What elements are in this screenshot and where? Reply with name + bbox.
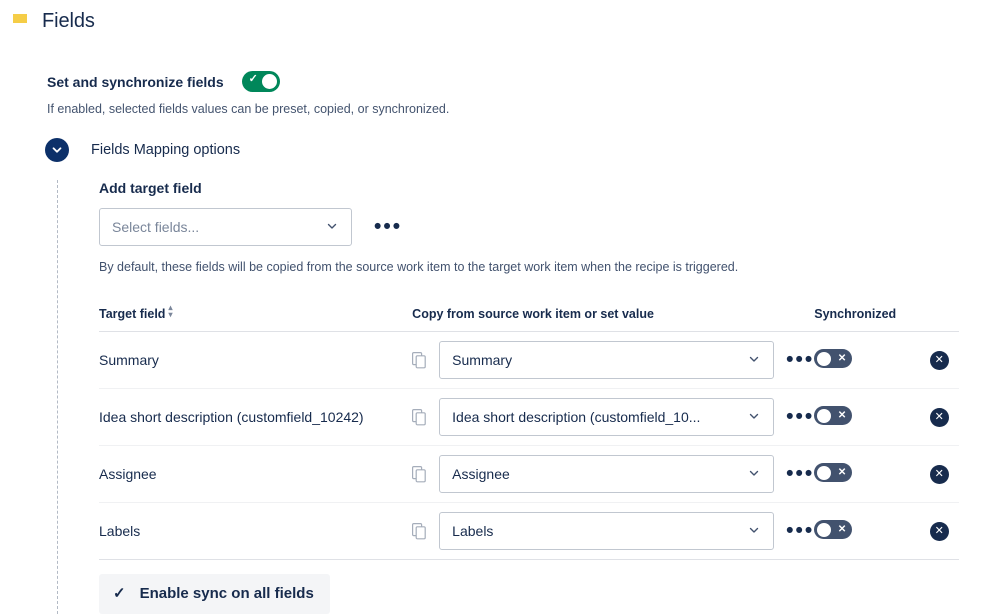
page-header (0, 0, 999, 33)
flag-icon (10, 11, 30, 33)
copy-from-cell (412, 503, 814, 560)
synchronized-toggle[interactable] (814, 349, 852, 368)
toggle-knob (817, 466, 831, 480)
close-icon: ✕ (837, 352, 847, 364)
fields-mapping-header (47, 138, 999, 162)
target-field-cell (99, 332, 412, 389)
synchronized-toggle[interactable] (814, 406, 852, 425)
copy-from-value: Idea short description (customfield_10... (452, 409, 701, 425)
set-and-synchronize-row (47, 71, 999, 92)
close-icon: ✕ (837, 523, 847, 535)
column-header-target-field[interactable] (99, 304, 412, 332)
synchronized-cell (814, 389, 930, 446)
set-and-synchronize-label: Set and synchronize fields (47, 73, 224, 90)
select-fields-dropdown[interactable] (99, 208, 352, 246)
remove-cell (930, 446, 959, 503)
column-header-synchronized: Synchronized (814, 304, 930, 332)
chevron-down-icon[interactable] (45, 138, 69, 162)
row-more-actions[interactable]: ••• (786, 348, 815, 371)
copy-from-value: Assignee (452, 466, 510, 482)
remove-row-button[interactable]: ✕ (930, 522, 949, 541)
toggle-knob (262, 74, 277, 89)
synchronized-toggle[interactable] (814, 520, 852, 539)
copy-from-dropdown[interactable] (439, 341, 774, 379)
set-and-synchronize-toggle[interactable] (242, 71, 280, 92)
copy-from-cell (412, 446, 814, 503)
row-more-actions[interactable]: ••• (786, 405, 815, 428)
fields-panel (0, 71, 999, 614)
column-header-target-field-label: Target field (99, 307, 166, 321)
set-and-synchronize-help: If enabled, selected fields values can be preset, copied, or synchronized. (47, 102, 450, 116)
toggle-knob (817, 352, 831, 366)
chevron-down-icon (747, 352, 761, 369)
remove-row-button[interactable]: ✕ (930, 465, 949, 484)
synchronized-cell (814, 503, 930, 560)
add-target-field-row (99, 208, 999, 246)
target-field-name: Labels (99, 523, 141, 539)
close-icon: ✕ (837, 466, 847, 478)
target-field-cell (99, 503, 412, 560)
table-row (99, 446, 959, 503)
target-field-name: Summary (99, 352, 159, 368)
copy-from-cell (412, 389, 814, 446)
column-header-remove (930, 304, 959, 332)
fields-mapping-table (99, 304, 959, 560)
copy-from-dropdown[interactable] (439, 398, 774, 436)
fields-mapping-title: Fields Mapping options (91, 142, 241, 158)
close-icon: ✕ (837, 409, 847, 421)
check-icon: ✓ (113, 585, 126, 602)
table-row (99, 389, 959, 446)
target-field-name: Idea short description (customfield_10242) (99, 409, 364, 425)
remove-cell (930, 332, 959, 389)
copy-icon[interactable] (412, 466, 427, 483)
toggle-knob (817, 523, 831, 537)
table-row (99, 332, 959, 389)
check-icon: ✓ (248, 73, 258, 85)
select-fields-placeholder: Select fields... (112, 219, 200, 235)
copy-from-dropdown[interactable] (439, 455, 774, 493)
fields-mapping-section (57, 180, 999, 614)
chevron-down-icon (325, 219, 339, 236)
sort-icon: ▴ ▾ (168, 303, 173, 319)
page-title: Fields (42, 10, 95, 32)
remove-row-button[interactable]: ✕ (930, 351, 949, 370)
synchronized-cell (814, 446, 930, 503)
table-header-row (99, 304, 959, 332)
remove-row-button[interactable]: ✕ (930, 408, 949, 427)
row-more-actions[interactable]: ••• (786, 519, 815, 542)
enable-sync-label: Enable sync on all fields (139, 584, 314, 602)
table-row (99, 503, 959, 560)
add-target-field-more-actions[interactable]: ••• (374, 215, 403, 238)
remove-cell (930, 503, 959, 560)
add-target-field-label: Add target field (99, 180, 202, 196)
toggle-knob (817, 409, 831, 423)
target-field-cell (99, 446, 412, 503)
copy-from-value: Summary (452, 352, 513, 368)
target-field-name: Assignee (99, 466, 157, 482)
copy-icon[interactable] (412, 523, 427, 540)
column-header-copy-from: Copy from source work item or set value (412, 304, 814, 332)
row-more-actions[interactable]: ••• (786, 462, 815, 485)
chevron-down-icon (747, 466, 761, 483)
copy-from-cell (412, 332, 814, 389)
enable-sync-on-all-fields-button[interactable] (99, 574, 330, 614)
copy-icon[interactable] (412, 352, 427, 369)
remove-cell (930, 389, 959, 446)
synchronized-cell (814, 332, 930, 389)
copy-from-dropdown[interactable] (439, 512, 774, 550)
chevron-down-icon (747, 409, 761, 426)
synchronized-toggle[interactable] (814, 463, 852, 482)
default-copy-help: By default, these fields will be copied from the source work item to the target work item when the recipe is triggered. (99, 260, 739, 274)
target-field-cell (99, 389, 412, 446)
copy-from-value: Labels (452, 523, 494, 539)
copy-icon[interactable] (412, 409, 427, 426)
chevron-down-icon (747, 523, 761, 540)
